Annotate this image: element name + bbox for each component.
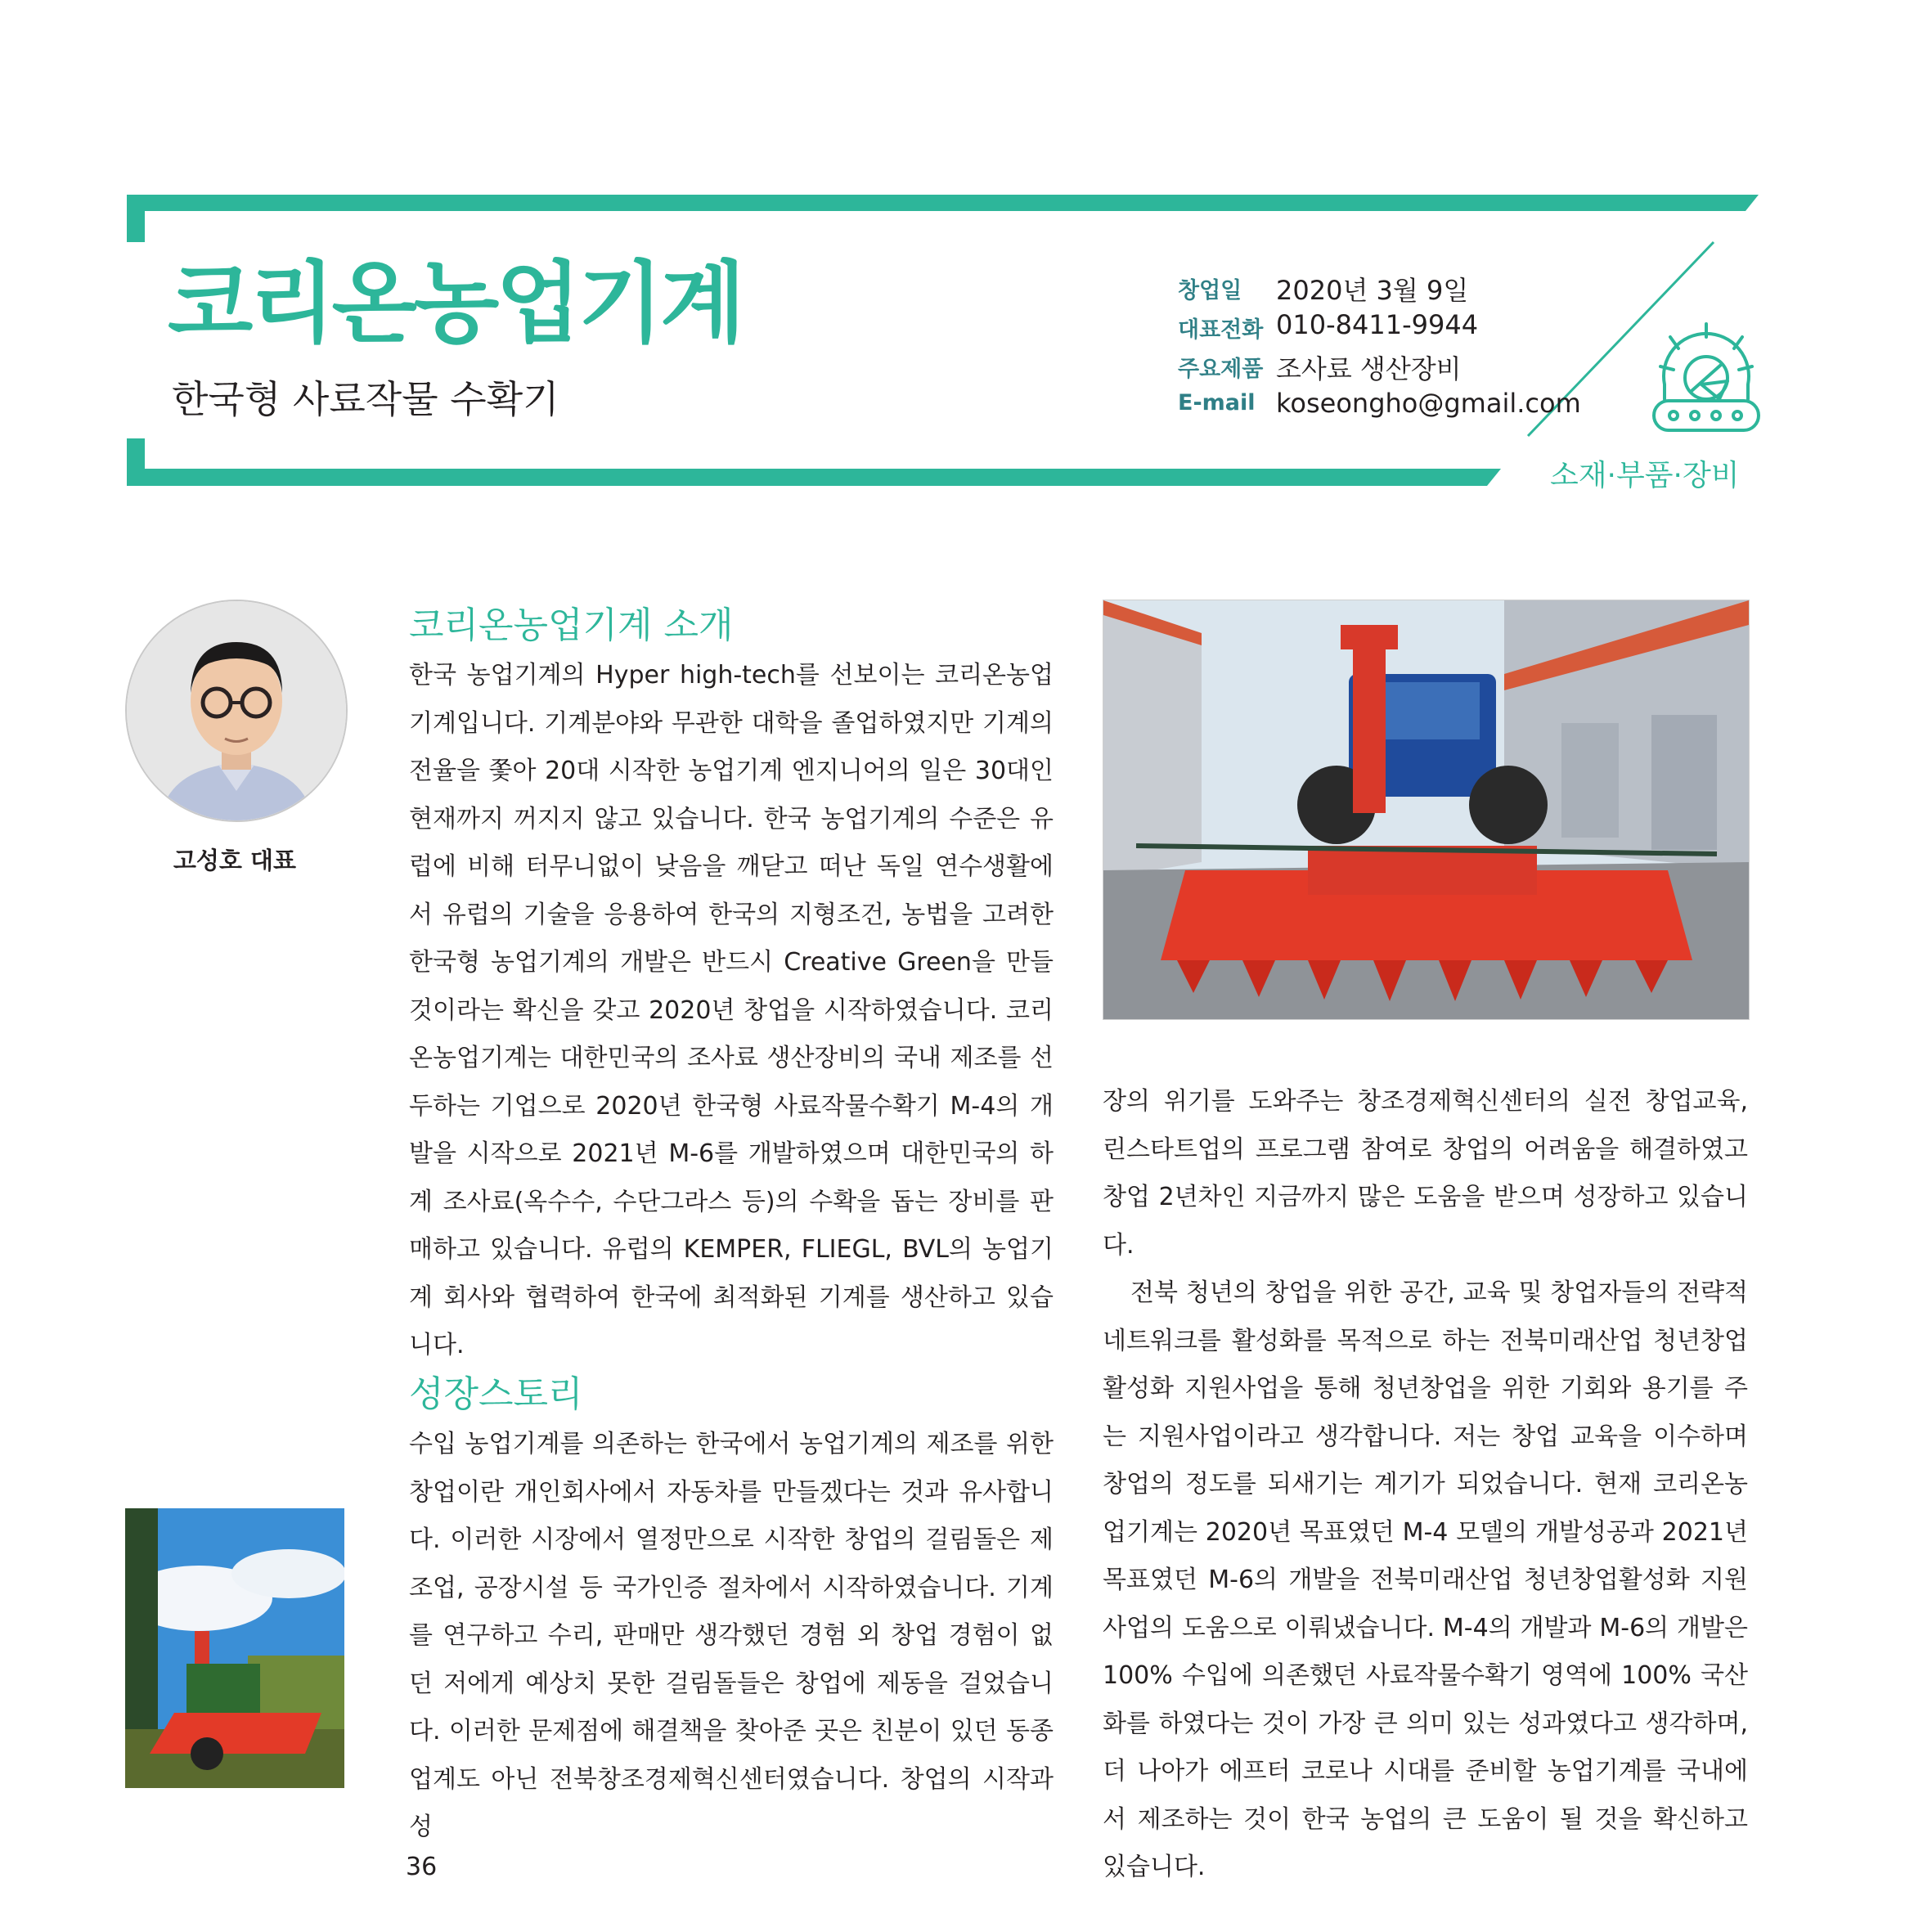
company-tagline: 한국형 사료작물 수확기 — [172, 377, 559, 421]
company-title: 코리온농업기계 — [168, 253, 743, 355]
harvester-photo — [1103, 600, 1750, 1020]
header-top-bar — [127, 195, 1759, 211]
intro-paragraph: 한국 농업기계의 Hyper high-tech를 선보이는 코리온농업기계입니다. 기계분야와 무관한 대학을 졸업하였지만 기계의 전율을 쫓아 20대 시작한 농업기계 엔지니어의 일은 30대인 현재까지 꺼지지 않고 있습니다. 한국 농업기계의 수준은 유럽에 비해 터무니없이 낮음을 깨닫고 떠난 독일 연수생활에서 유럽의 기술을 응용하여 한국의 지형조건, 농법을 고려한 한국형 농업기계의 개발은 반드시 Creative Green을 만들 것이라는 확신을 갖고 2020년 창업을 시작하였습니다. 코리온농업기계는 대한민국의 조사료 생산장비의 국내 제조를 선두하는 기업으로 2020년 한국형 사료작물수확기 M-4의 개발을 시작으로 2021년 M-6를 개발하였으며 대한민국의 하계 조사료(옥수수, 수단그라스 등)의 수확을 돕는 장비를 판매하고 있습니다. 유럽의 KEMPER, FLIEGL, BVL의 농업기계 회사와 협력하여 한국에 최적화된 기계를 생산하고 있습니다. — [409, 661, 1054, 1359]
field-harvester-photo — [125, 1508, 344, 1788]
info-label: 창업일 — [1178, 278, 1242, 303]
header-left-bracket-top — [127, 195, 145, 242]
story-paragraph-right — [1103, 1078, 1748, 1892]
info-label: 주요제품 — [1178, 357, 1264, 382]
gear-conveyor-icon — [1654, 324, 1759, 430]
story-heading: 성장스토리 — [409, 1373, 583, 1415]
intro-heading: 코리온농업기계 소개 — [409, 604, 734, 646]
story-paragraph-continued: 장의 위기를 도와주는 창조경제혁신센터의 실전 창업교육, 린스타트업의 프로그램 참여로 창업의 어려움을 해결하였고 창업 2년차인 지금까지 많은 도움을 받으며 성장하고 있습니다. — [1103, 1087, 1748, 1260]
ceo-portrait — [125, 600, 348, 822]
info-value: 2020년 3월 9일 — [1276, 275, 1469, 306]
info-label: E-mail — [1178, 390, 1256, 416]
email-link[interactable]: koseongho@gmail.com — [1276, 388, 1581, 419]
ceo-caption: 고성호 대표 — [173, 847, 297, 874]
info-value: 010-8411-9944 — [1276, 309, 1479, 340]
info-value: 조사료 생산장비 — [1276, 353, 1462, 384]
page-number: 36 — [406, 1853, 438, 1881]
header-left-bracket-bottom — [127, 438, 145, 486]
story-paragraph-left: 수입 농업기계를 의존하는 한국에서 농업기계의 제조를 위한 창업이란 개인회사에서 자동차를 만들겠다는 것과 유사합니다. 이러한 시장에서 열정만으로 시작한 창업의 걸림돌은 제조업, 공장시설 등 국가인증 절차에서 시작하였습니다. 기계를 연구하고 수리, 판매만 생각했던 경험 외 창업 경험이 없던 저에게 예상치 못한 걸림돌들은 창업에 제동을 걸었습니다. 이러한 문제점에 해결책을 찾아준 곳은 친분이 있던 동종업계도 아닌 전북창조경제혁신센터였습니다. 창업의 시작과 성 — [409, 1430, 1054, 1841]
header-bottom-bar — [127, 469, 1501, 486]
info-label: 대표전화 — [1178, 317, 1264, 343]
story-paragraph-second: 전북 청년의 창업을 위한 공간, 교육 및 창업자들의 전략적 네트워크를 활성화를 목적으로 하는 전북미래산업 청년창업 활성화 지원사업을 통해 청년창업을 위한 기회와 용기를 주는 지원사업이라고 생각합니다. 저는 창업 교육을 이수하며 창업의 정도를 되새기는 계기가 되었습니다. 현재 코리온농업기계는 2020년 목표였던 M-4 모델의 개발성공과 2021년 목표였던 M-6의 개발을 전북미래산업 청년창업활성화 지원사업의 도움으로 이뤄냈습니다. M-4의 개발과 M-6의 개발은 100% 수입에 의존했던 사료작물수확기 영역에 100% 국산화를 하였다는 것이 가장 큰 의미 있는 성과였다고 생각하며, 더 나아가 에프터 코로나 시대를 준비할 농업기계를 국내에서 제조하는 것이 한국 농업의 큰 도움이 될 것을 확신하고 있습니다. — [1103, 1278, 1748, 1881]
category-label: 소재·부품·장비 — [1550, 459, 1740, 492]
